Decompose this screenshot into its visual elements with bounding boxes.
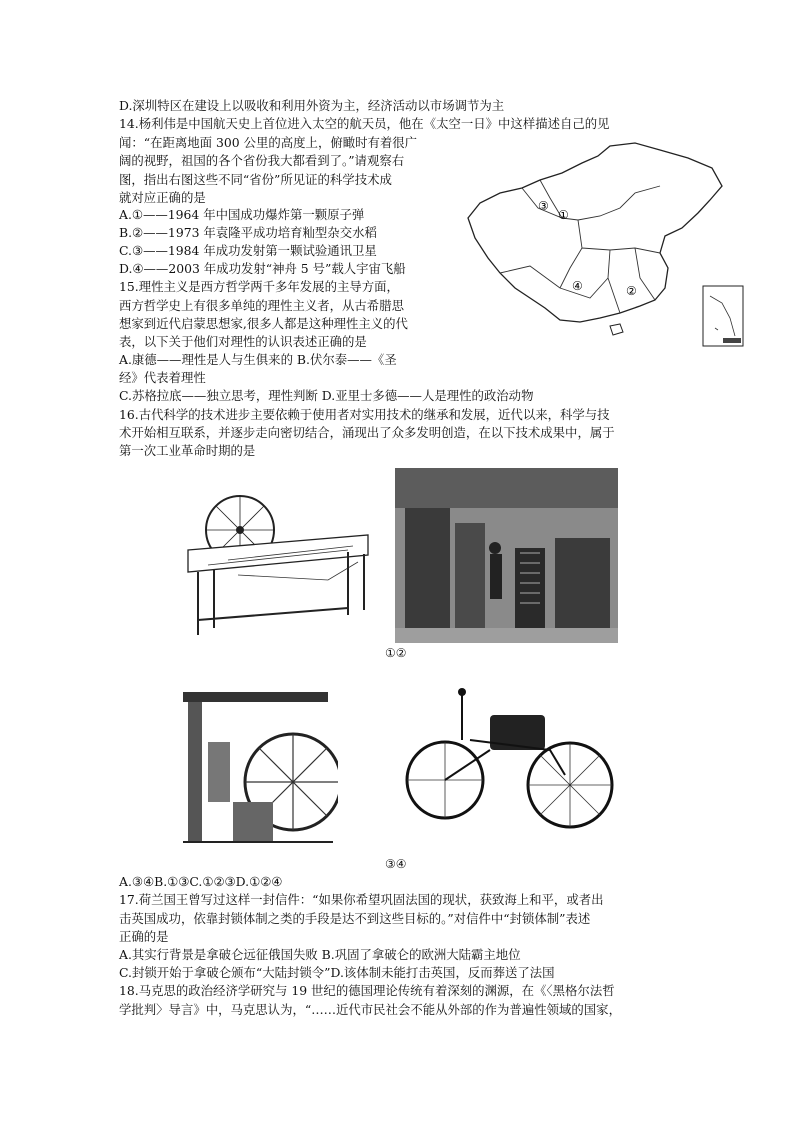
question-14-text: 闻：“在距离地面 300 公里的高度上，俯瞰时有着很广	[119, 135, 418, 150]
steam-engine-image	[178, 672, 338, 847]
question-17-text: 击英国成功，依靠封锁体制之类的手段是达不到这些目标的。”对信件中“封锁体制”表述	[119, 911, 591, 926]
question-16-stem: 16.古代科学的技术进步主要依赖于使用者对实用技术的继承和发展，近代以来，科学与技	[119, 407, 610, 422]
option-17cd: C.封锁开始于拿破仑颁布“大陆封锁令”D.该体制未能打击英国，反而葬送了法国	[119, 965, 555, 980]
question-15-text: 表，以下关于他们对理性的认识表述正确的是	[119, 334, 367, 349]
question-16-text: 术开始相互联系，并逐步走向密切结合，涌现出了众多发明创造，在以下技术成果中，属于	[119, 425, 615, 440]
map-label-1: ①	[558, 208, 569, 222]
figure-caption-34: ③④	[385, 857, 407, 871]
question-15-text: 西方哲学史上有很多单纯的理性主义者，从古希腊思	[119, 298, 404, 313]
option-15b-cont: 经》代表着理性	[119, 370, 206, 385]
option-14b: B.②——1973 年袁隆平成功培育籼型杂交水稻	[119, 225, 377, 240]
question-17-text: 正确的是	[119, 929, 169, 944]
question-14-stem: 14.杨利伟是中国航天史上首位进入太空的航天员，他在《太空一日》中这样描述自己的见	[119, 116, 610, 131]
eniac-computer-image	[395, 468, 618, 643]
map-label-3: ③	[538, 199, 549, 213]
figure-caption-12: ①②	[385, 646, 407, 660]
question-15-text: 想家到近代启蒙思想家,很多人都是这种理性主义的代	[119, 316, 408, 331]
question-16-text: 第一次工业革命时期的是	[119, 443, 256, 458]
spinning-jenny-image	[178, 480, 378, 640]
question-18-stem: 18.马克思的政治经济学研究与 19 世纪的德国理论传统有着深刻的渊源，在《〈黑格尔法哲	[119, 983, 615, 998]
question-15-stem: 15.理性主义是西方哲学两千多年发展的主导方面，	[119, 279, 399, 294]
option-17ab: A.其实行背景是拿破仑远征俄国失败 B.巩固了拿破仑的欧洲大陆霸主地位	[119, 947, 521, 962]
question-14-text: 阔的视野，祖国的各个省份我大都看到了。”请观察右	[119, 153, 405, 168]
option-14d: D.④——2003 年成功发射“神舟 5 号”载人宇宙飞船	[119, 261, 406, 276]
map-label-4: ④	[572, 279, 583, 293]
options-16: A.③④B.①③C.①②③D.①②④	[119, 874, 283, 889]
option-13d: D.深圳特区在建设上以吸收和利用外资为主，经济活动以市场调节为主	[119, 98, 505, 113]
map-label-2: ②	[626, 284, 637, 298]
option-15ab: A.康德——理性是人与生俱来的 B.伏尔泰——《圣	[119, 352, 397, 367]
option-15cd: C.苏格拉底——独立思考，理性判断 D.亚里士多德——人是理性的政治动物	[119, 388, 534, 403]
question-14-text: 就对应正确的是	[119, 190, 206, 205]
question-18-text: 学批判〉导言》中，马克思认为，“……近代市民社会不能从外部的作为普遍性领域的国家，	[119, 1002, 621, 1017]
option-14a: A.①——1964 年中国成功爆炸第一颗原子弹	[119, 207, 365, 222]
question-14-text: 图，指出右图这些不同“省份”所见证的科学技术成	[119, 172, 392, 187]
option-14c: C.③——1984 年成功发射第一颗试验通讯卫星	[119, 243, 377, 258]
benz-motor-car-image	[400, 680, 615, 840]
china-map-image	[460, 138, 745, 353]
question-17-stem: 17.荷兰国王曾写过这样一封信件：“如果你希望巩固法国的现状，获致海上和平，或者出	[119, 892, 604, 907]
